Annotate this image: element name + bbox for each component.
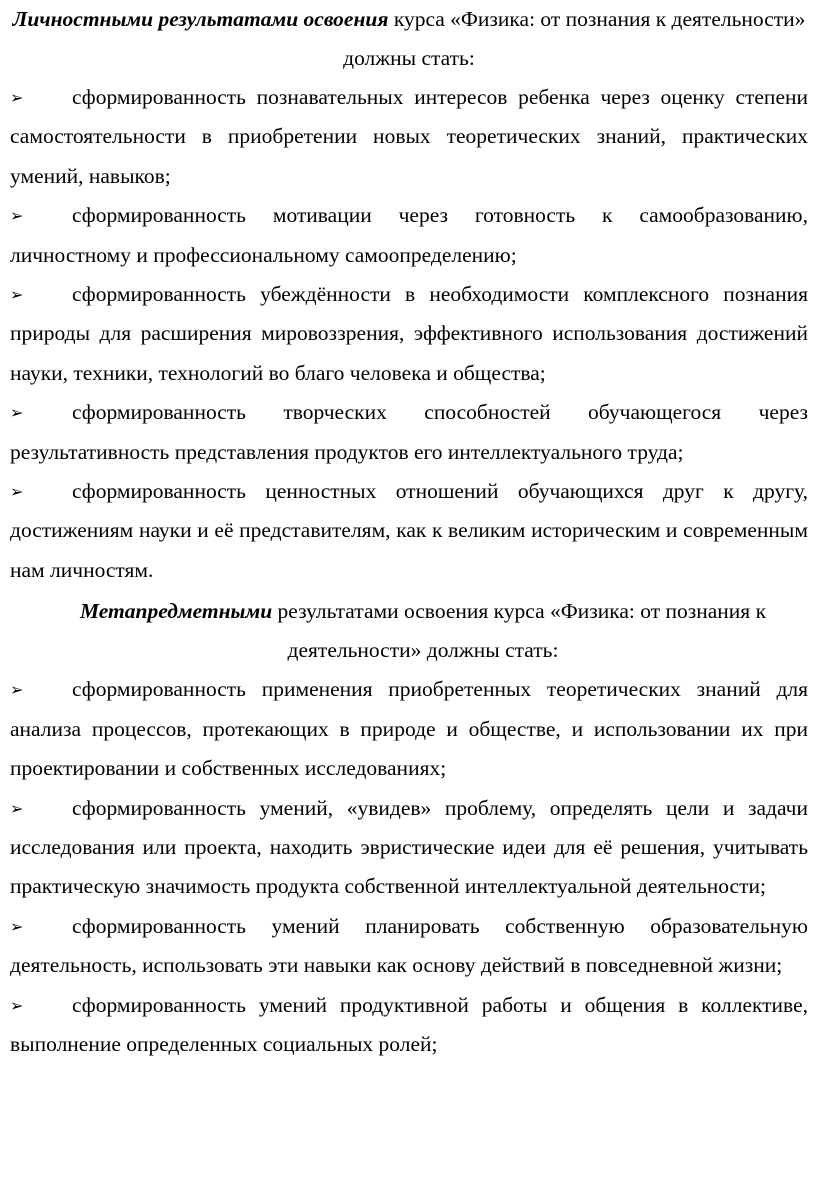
list-item-text: сформированность умений продуктивной работы и общения в коллективе, выполнение определенных социальных ролей; xyxy=(10,992,808,1056)
list-item-text: сформированность мотивации через готовность к самообразованию, личностному и профессиональному самоопределению; xyxy=(10,203,808,267)
list-item-text: сформированность применения приобретенных теоретических знаний для анализа процессов, протекающих в природе и обществе, и использовании их при проектировании и собственных исследованиях; xyxy=(10,677,808,781)
list-item xyxy=(10,78,808,196)
personal-results-heading-text: курса «Физика: от познания к деятельности» должны стать: xyxy=(343,7,806,70)
arrow-bullet-icon: ➢ xyxy=(10,285,24,305)
list-item xyxy=(10,907,808,986)
arrow-bullet-icon: ➢ xyxy=(10,482,24,502)
list-item xyxy=(10,670,808,788)
meta-results-heading xyxy=(10,592,808,670)
meta-results-heading-emphasis: Метапредметными xyxy=(79,599,273,624)
arrow-bullet-icon: ➢ xyxy=(10,916,24,936)
arrow-bullet-icon: ➢ xyxy=(10,206,24,226)
list-item xyxy=(10,393,808,472)
personal-results-heading xyxy=(10,0,808,78)
arrow-bullet-icon: ➢ xyxy=(10,995,24,1015)
arrow-bullet-icon: ➢ xyxy=(10,88,24,107)
list-item-text: сформированность творческих способностей обучающегося через результативность представления продуктов его интеллектуального труда; xyxy=(10,400,808,464)
list-item-text: сформированность ценностных отношений обучающихся друг к другу, достижениям науки и её представителям, как к великим историческим и современным нам личностям. xyxy=(10,479,808,582)
arrow-bullet-icon: ➢ xyxy=(10,798,24,818)
list-item-text: сформированность убеждённости в необходимости комплексного познания природы для расширения мировоззрения, эффективного использования достижений науки, техники, технологий во благо человека и общества; xyxy=(10,282,808,385)
list-item xyxy=(10,986,808,1065)
list-item xyxy=(10,472,808,590)
list-item xyxy=(10,196,808,275)
list-item-text: сформированность умений планировать собственную образовательную деятельность, использовать эти навыки как основу действий в повседневной жизни; xyxy=(10,913,808,978)
arrow-bullet-icon: ➢ xyxy=(10,680,24,700)
personal-results-list xyxy=(10,78,808,590)
list-item xyxy=(10,789,808,907)
meta-results-heading-text: результатами освоения курса «Физика: от познания к деятельности» должны стать: xyxy=(272,599,767,663)
list-item-text: сформированность умений, «увидев» проблему, определять цели и задачи исследования или проекта, находить эвристические идеи для её решения, учитывать практическую значимость продукта собственной интеллектуальной деятельности; xyxy=(10,795,808,899)
meta-results-list xyxy=(10,670,808,1064)
list-item-text: сформированность познавательных интересов ребенка через оценку степени самостоятельности в приобретении новых теоретических знаний, практических умений, навыков; xyxy=(10,85,808,188)
list-item xyxy=(10,275,808,393)
arrow-bullet-icon: ➢ xyxy=(10,403,24,423)
personal-results-heading-emphasis: Личностными результатами освоения xyxy=(12,7,389,31)
